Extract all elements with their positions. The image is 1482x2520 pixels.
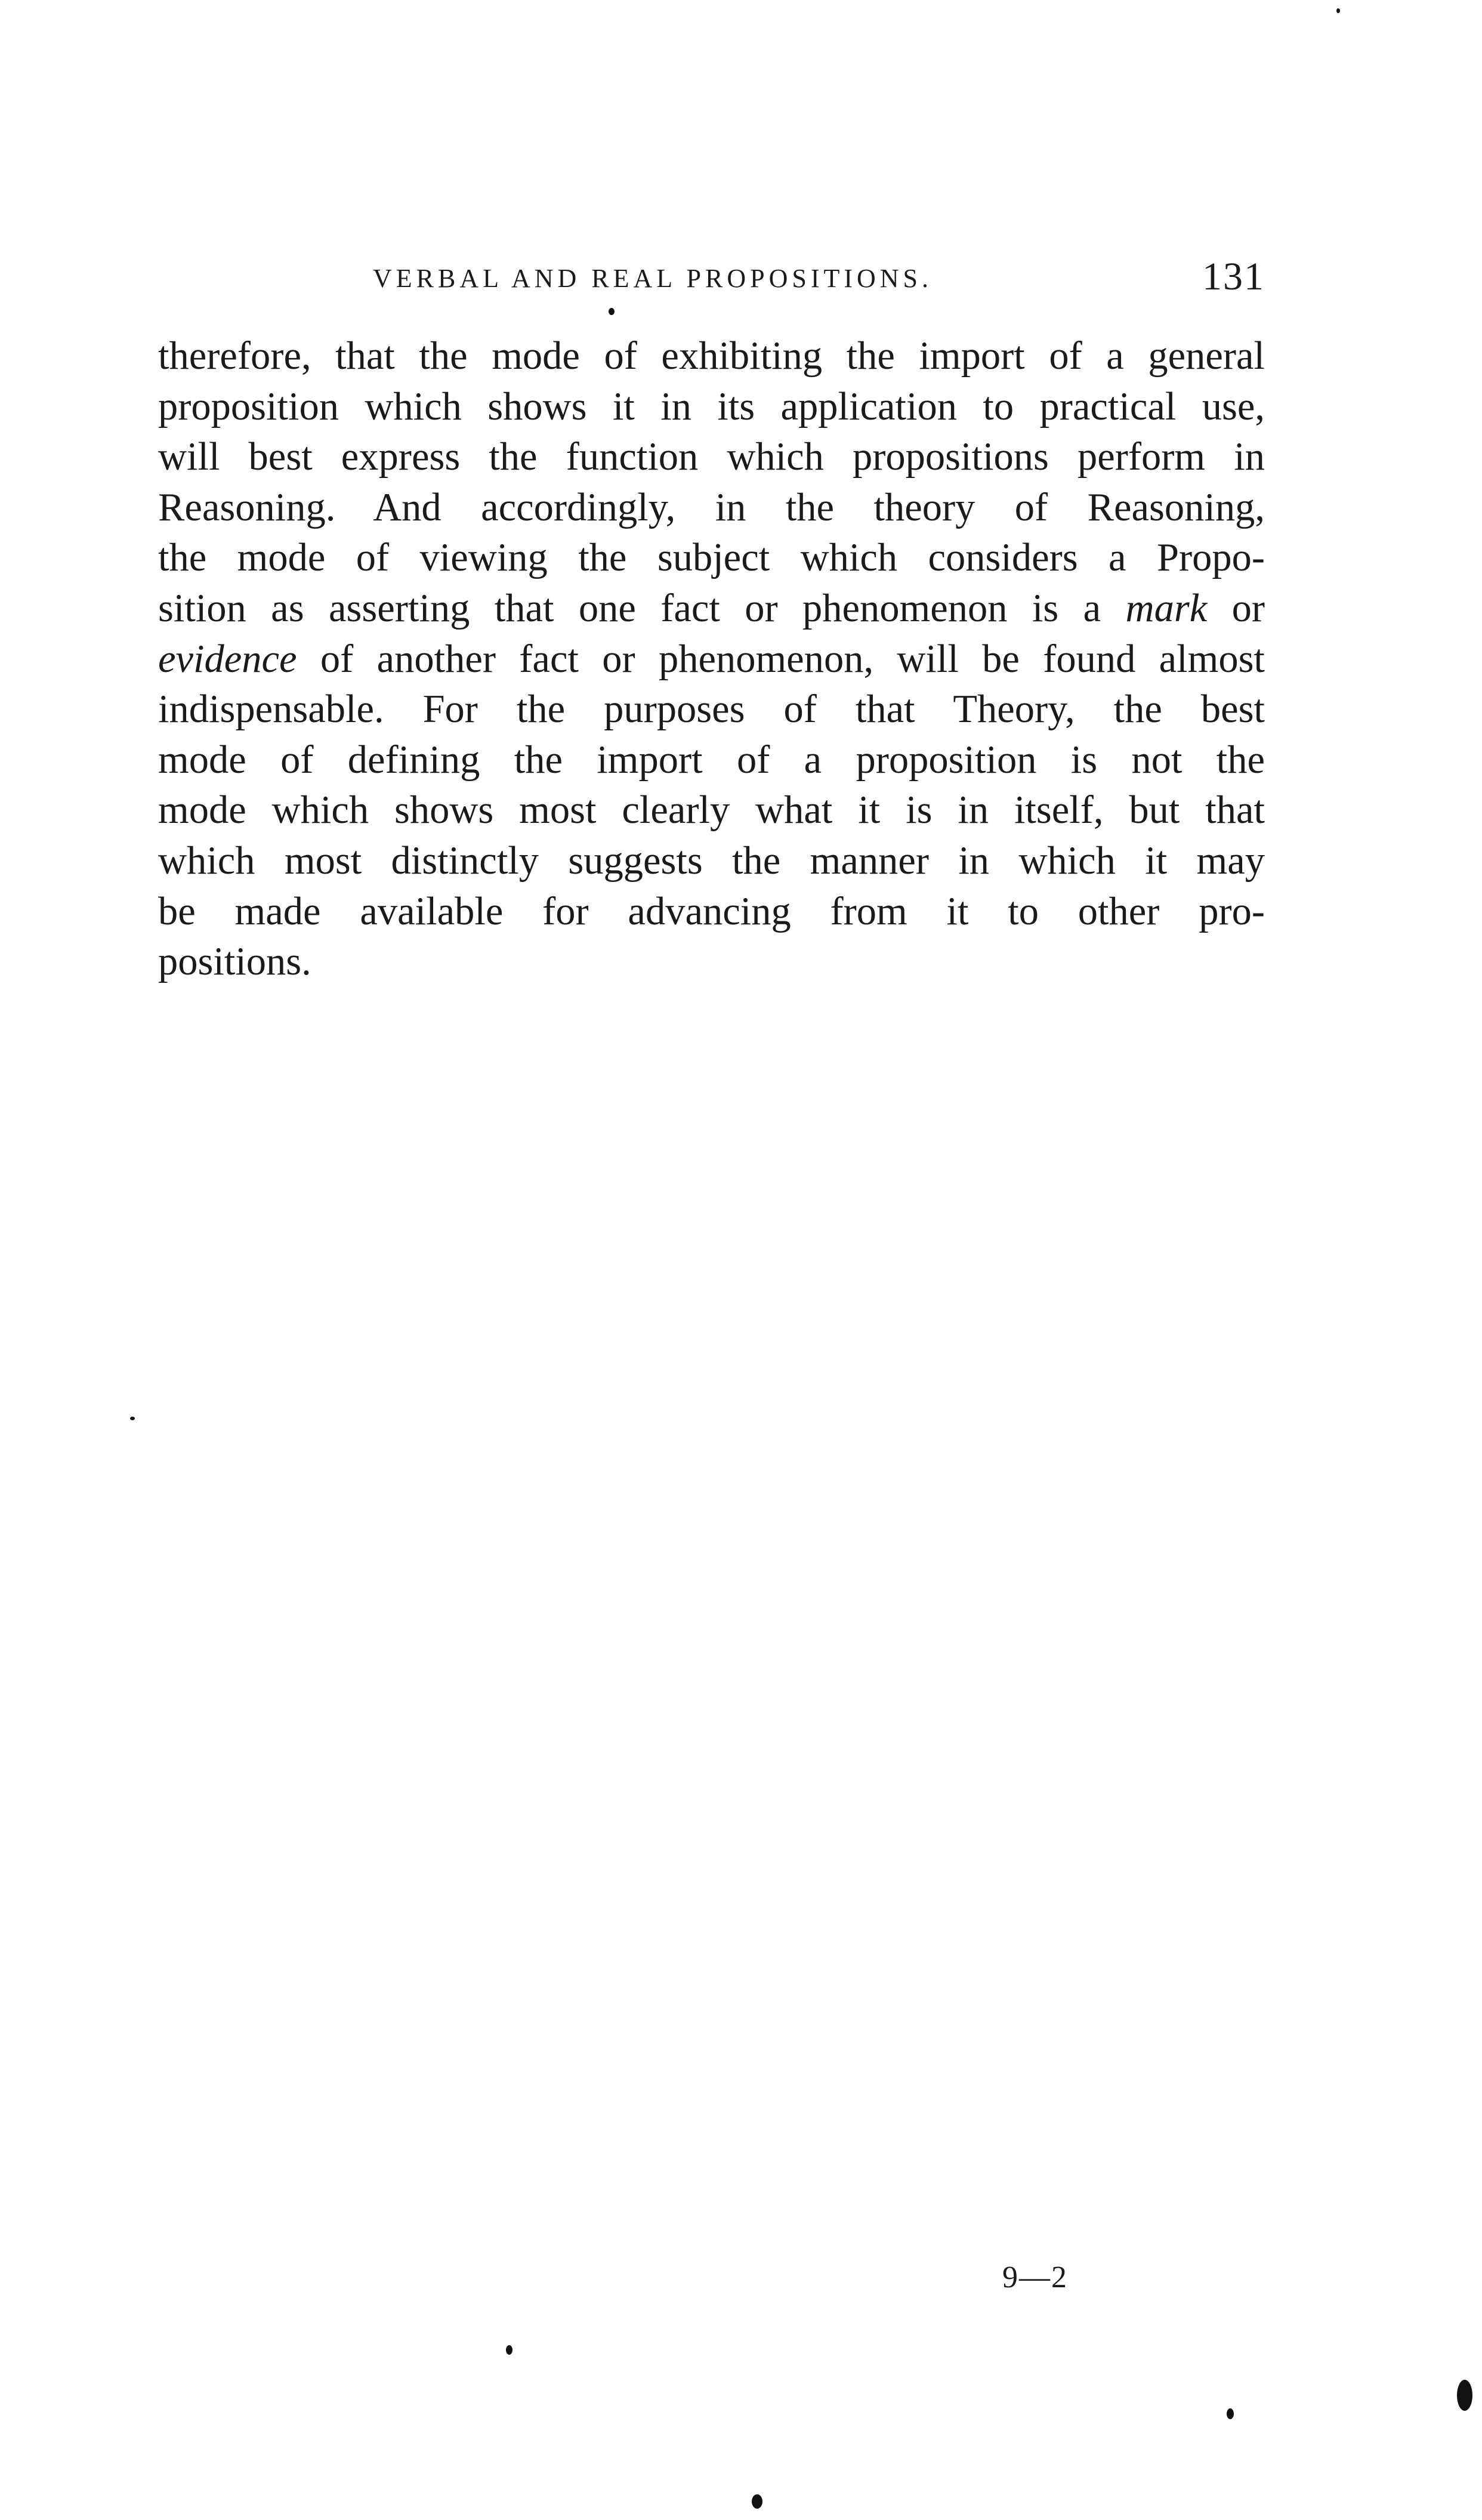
scan-speck	[1227, 2408, 1234, 2419]
text-line	[158, 331, 1265, 382]
text-segment: will best express the function which propositions perform in	[158, 435, 1265, 479]
text-line	[158, 533, 1265, 584]
text-segment: or	[1207, 586, 1265, 630]
scan-speck	[130, 1417, 135, 1420]
text-segment: therefore, that the mode of exhibiting the import of a general	[158, 334, 1265, 378]
running-title: VERBAL AND REAL PROPOSITIONS.	[373, 264, 933, 293]
text-segment: positions.	[158, 940, 311, 984]
scan-speck	[506, 2345, 512, 2355]
text-segment: Reasoning. And accordingly, in the theory of Reasoning,	[158, 485, 1265, 529]
signature-mark: 9—2	[1002, 2260, 1068, 2294]
text-segment: sition as asserting that one fact or phenomenon is a	[158, 586, 1126, 630]
text-line	[158, 483, 1265, 533]
running-head	[158, 255, 1265, 300]
scan-speck	[1336, 8, 1340, 13]
emphasis-text: mark	[1125, 586, 1208, 630]
scan-speck	[609, 308, 615, 315]
text-line	[158, 785, 1265, 836]
page-number: 131	[1202, 255, 1265, 298]
text-segment: mode which shows most clearly what it is in itself, but that	[158, 788, 1265, 832]
text-line	[158, 735, 1265, 786]
scan-speck	[1457, 2380, 1472, 2411]
text-line	[158, 684, 1265, 735]
text-segment: be made available for advancing from it to other pro-	[158, 889, 1265, 933]
text-segment: proposition which shows it in its application to practical use,	[158, 384, 1265, 428]
text-line	[158, 382, 1265, 433]
body-paragraph	[158, 331, 1265, 988]
text-line	[158, 836, 1265, 887]
text-line	[158, 584, 1265, 634]
text-segment: which most distinctly suggests the manner in which it may	[158, 838, 1265, 883]
text-line	[158, 937, 1265, 988]
emphasis-text: evidence	[158, 637, 297, 681]
text-line	[158, 432, 1265, 483]
text-segment: mode of defining the import of a proposition is not the	[158, 738, 1265, 782]
scan-speck	[752, 2494, 762, 2509]
text-line	[158, 887, 1265, 937]
text-line	[158, 634, 1265, 685]
text-segment: indispensable. For the purposes of that Theory, the best	[158, 687, 1265, 732]
text-segment: of another fact or phenomenon, will be found almost	[297, 637, 1265, 681]
text-segment: the mode of viewing the subject which considers a Propo-	[158, 536, 1265, 580]
